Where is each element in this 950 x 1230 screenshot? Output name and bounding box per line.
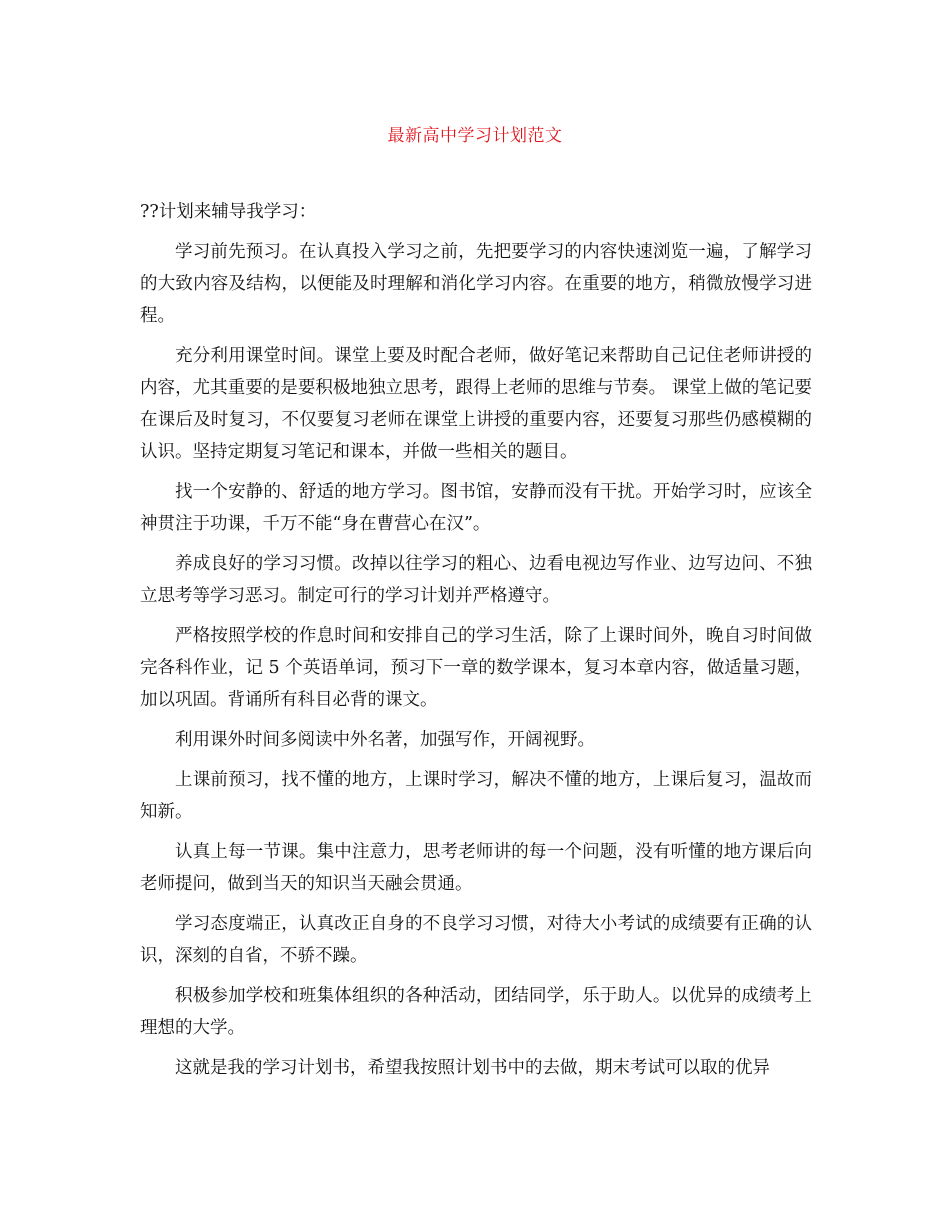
paragraph: 充分利用课堂时间。课堂上要及时配合老师，做好笔记来帮助自己记住老师讲授的内容，尤其重要的是要积极地独立思考，跟得上老师的思维与节奏。 课堂上做的笔记要在课后及时复习，不仅要复习老师在课堂上讲授的重要内容，还要复习那些仍感模糊的认识。坚持定期复习笔记和课本，并做一些相关的题目。 xyxy=(140,346,812,462)
paragraph: 认真上每一节课。集中注意力，思考老师讲的每一个问题，没有听懂的地方课后向老师提问，做到当天的知识当天融会贯通。 xyxy=(140,842,812,894)
document-title: 最新高中学习计划范文 xyxy=(387,126,563,146)
intro-line: ??计划来辅导我学习： xyxy=(140,202,317,222)
paragraph: 学习前先预习。在认真投入学习之前，先把要学习的内容快速浏览一遍，了解学习的大致内容及结构，以便能及时理解和消化学习内容。在重要的地方，稍微放慢学习进程。 xyxy=(140,242,812,326)
paragraph: 学习态度端正，认真改正自身的不良学习习惯，对待大小考试的成绩要有正确的认识，深刻的自省，不骄不躁。 xyxy=(140,914,812,966)
paragraph: 养成良好的学习习惯。改掉以往学习的粗心、边看电视边写作业、边写边问、不独立思考等学习恶习。制定可行的学习计划并严格遵守。 xyxy=(140,554,812,606)
paragraph: 这就是我的学习计划书，希望我按照计划书中的去做，期末考试可以取的优异 xyxy=(175,1058,770,1078)
paragraph: 严格按照学校的作息时间和安排自己的学习生活，除了上课时间外，晚自习时间做完各科作业，记 5 个英语单词，预习下一章的数学课本，复习本章内容，做适量习题，加以巩固。背诵所有科目必背的课文。 xyxy=(140,626,812,710)
paragraph: 利用课外时间多阅读中外名著，加强写作，开阔视野。 xyxy=(175,730,595,750)
paragraph: 积极参加学校和班集体组织的各种活动，团结同学，乐于助人。以优异的成绩考上理想的大学。 xyxy=(140,986,812,1038)
paragraph: 找一个安静的、舒适的地方学习。图书馆，安静而没有干扰。开始学习时，应该全神贯注于功课，千万不能“身在曹营心在汉”。 xyxy=(140,482,812,534)
paragraph: 上课前预习，找不懂的地方，上课时学习，解决不懂的地方，上课后复习，温故而知新。 xyxy=(140,770,812,822)
document-body xyxy=(140,196,812,1092)
